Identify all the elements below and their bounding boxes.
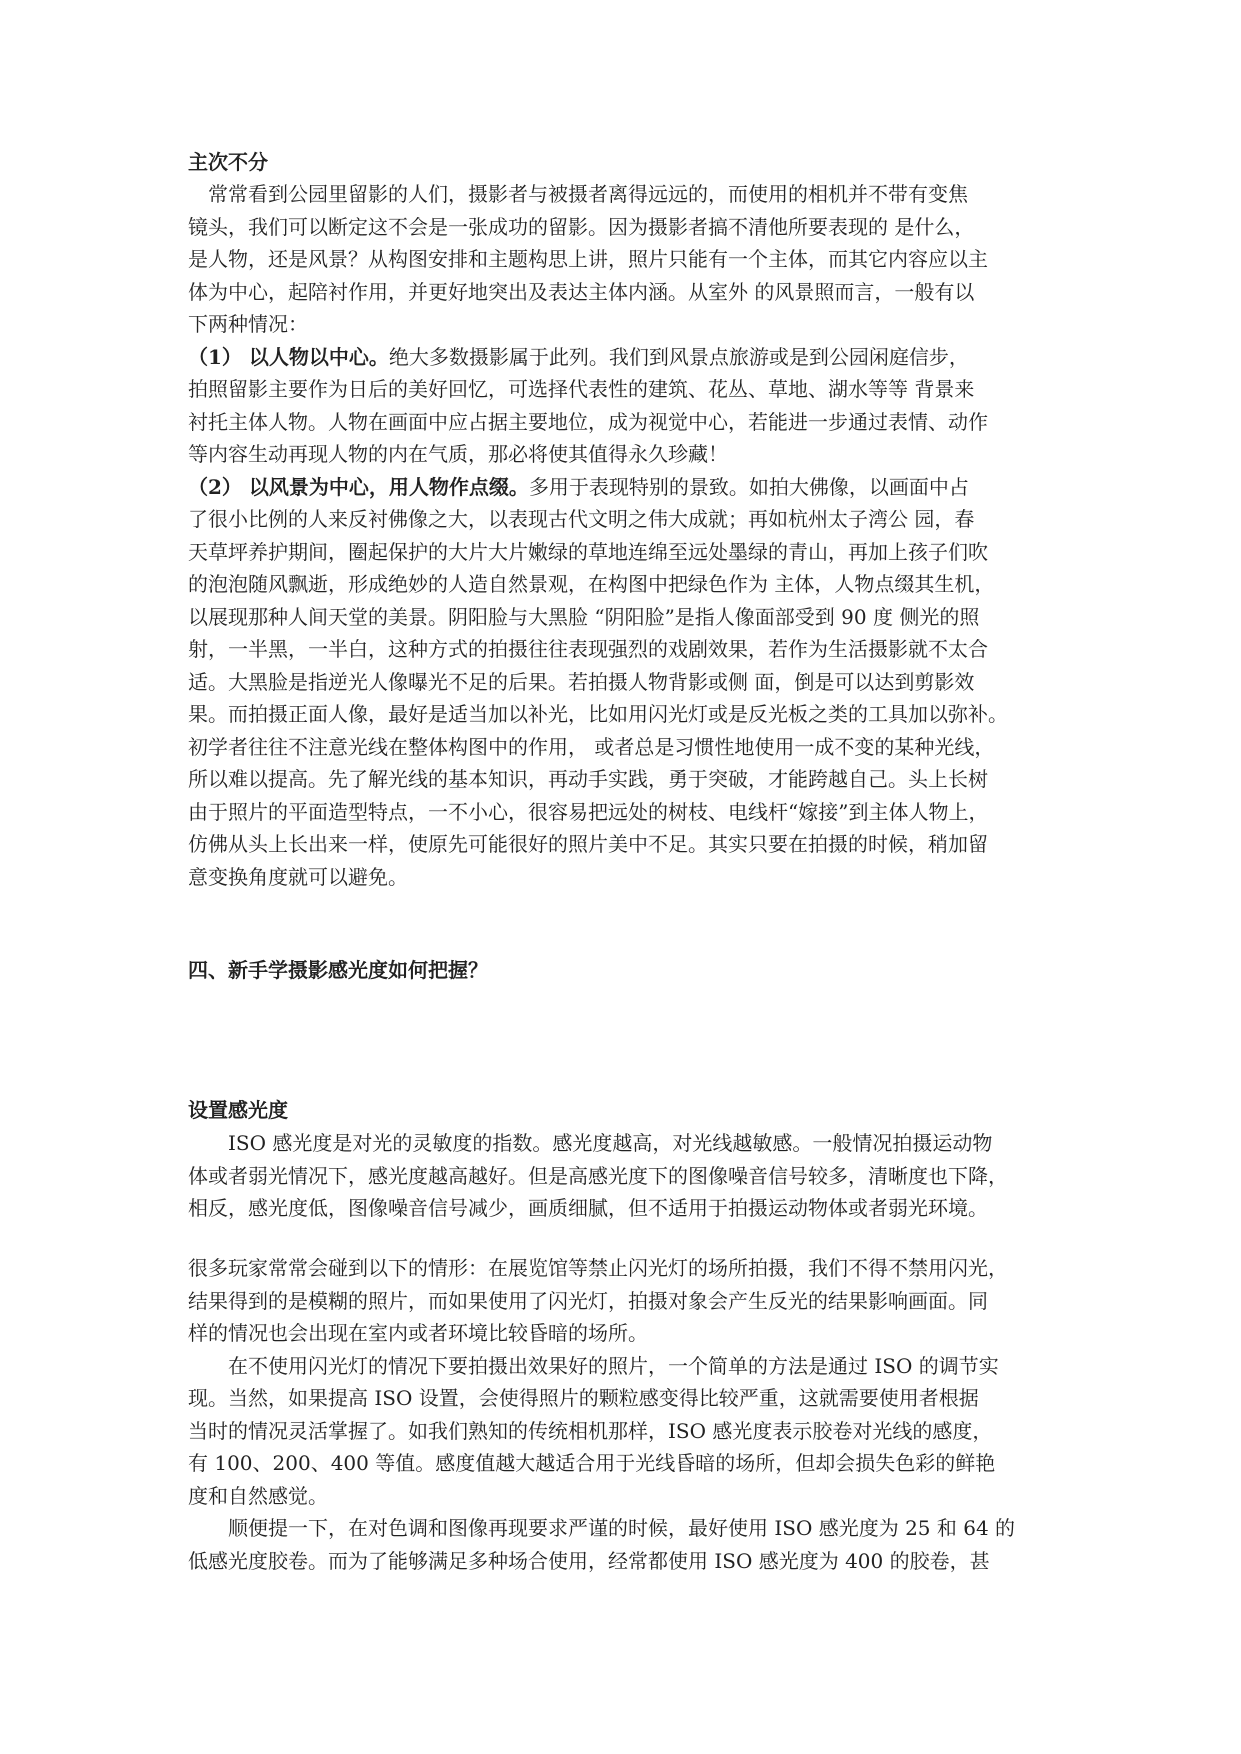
text-line: 顺便提一下，在对色调和图像再现要求严谨的时候，最好使用 ISO 感光度为 25 和 64 的 <box>188 1516 1016 1540</box>
text-line: 是人物，还是风景？从构图安排和主题构思上讲，照片只能有一个主体，而其它内容应以主 <box>188 247 988 271</box>
text-line: 果。而拍摄正面人像，最好是适当加以补光，比如用闪光灯或是反光板之类的工具加以弥补。 <box>188 702 1008 726</box>
section-heading-main-subject <box>188 146 1068 179</box>
text-line: 下两种情况： <box>188 312 308 336</box>
text-line: 由于照片的平面造型特点，一不小心，很容易把远处的树枝、电线杆“嫁接”到主体人物上， <box>188 799 989 824</box>
text-line: 镜头，我们可以断定这不会是一张成功的留影。因为摄影者搞不清他所要表现的 是什么， <box>188 214 975 239</box>
text-line: 很多玩家常常会碰到以下的情形：在展览馆等禁止闪光灯的场所拍摄，我们不得不禁用闪光， <box>188 1256 1008 1280</box>
paragraph-main-subject <box>188 178 1068 893</box>
list-item-2-bold-label: （2） 以风景为中心，用人物作点缀。 <box>188 474 529 499</box>
section-heading-iso-question <box>188 954 1068 987</box>
text-line: 体为中心，起陪衬作用，并更好地突出及表达主体内涵。从室外 的风景照而言，一般有以 <box>188 279 975 304</box>
text-line: 仿佛从头上长出来一样，使原先可能很好的照片美中不足。其实只要在拍摄的时候，稍加留 <box>188 832 988 856</box>
heading-text: 四、新手学摄影感光度如何把握？ <box>188 958 488 982</box>
heading-text: 设置感光度 <box>188 1098 288 1122</box>
text-line: 常常看到公园里留影的人们，摄影者与被摄者离得远远的，而使用的相机并不带有变焦 <box>188 182 968 206</box>
text-line: 天草坪养护期间，圈起保护的大片大片嫩绿的草地连绵至远处墨绿的青山，再加上孩子们吹 <box>188 539 988 564</box>
text-line: 以展现那种人间天堂的美景。阴阳脸与大黑脸 “阴阳脸”是指人像面部受到 90 度 侧光的照 <box>188 604 980 629</box>
text-line: 适。大黑脸是指逆光人像曝光不足的后果。若拍摄人物背影或侧 面，倒是可以达到剪影效 <box>188 669 975 694</box>
text-line: 衬托主体人物。人物在画面中应占据主要地位，成为视觉中心，若能进一步通过表情、动作 <box>188 409 988 434</box>
text-line: 等内容生动再现人物的内在气质，那必将使其值得永久珍藏！ <box>188 442 728 466</box>
section-heading-set-iso <box>188 1094 1068 1127</box>
heading-text: 主次不分 <box>188 150 268 174</box>
text-line: 的泡泡随风飘逝，形成绝妙的人造自然景观，在构图中把绿色作为 主体，人物点缀其生机， <box>188 572 995 596</box>
text-line: 所以难以提高。先了解光线的基本知识，再动手实践，勇于突破，才能跨越自己。头上长树 <box>188 767 988 791</box>
text-line: 有 100、200、400 等值。感度值越大越适合用于光线昏暗的场所，但却会损失色彩的鲜艳 <box>188 1451 996 1475</box>
text-line: 意变换角度就可以避免。 <box>188 864 408 889</box>
text-line: 低感光度胶卷。而为了能够满足多种场合使用，经常都使用 ISO 感光度为 400 的胶卷，甚 <box>188 1548 990 1573</box>
text-line: 在不使用闪光灯的情况下要拍摄出效果好的照片，一个简单的方法是通过 ISO 的调节实 <box>188 1353 999 1378</box>
text-line: 样的情况也会出现在室内或者环境比较昏暗的场所。 <box>188 1321 648 1345</box>
text-line: ISO 感光度是对光的灵敏度的指数。感光度越高，对光线越敏感。一般情况拍摄运动物 <box>188 1131 993 1155</box>
list-item-1-text: 绝大多数摄影属于此列。我们到风景点旅游或是到公园闲庭信步， <box>388 344 969 369</box>
text-line: 现。当然，如果提高 ISO 设置，会使得照片的颗粒感变得比较严重，这就需要使用者根据 <box>188 1386 979 1410</box>
text-line: 射，一半黑，一半白，这种方式的拍摄往往表现强烈的戏剧效果，若作为生活摄影就不太合 <box>188 637 988 661</box>
list-item-2-first-line <box>188 471 1068 504</box>
text-line: 拍照留影主要作为日后的美好回忆，可选择代表性的建筑、花丛、草地、湖水等等 背景来 <box>188 377 975 401</box>
paragraph-flash-situation <box>188 1252 1068 1577</box>
paragraph-iso-definition <box>188 1127 1068 1225</box>
text-line: 结果得到的是模糊的照片，而如果使用了闪光灯，拍摄对象会产生反光的结果影响画面。同 <box>188 1288 988 1313</box>
text-line: 体或者弱光情况下，感光度越高越好。但是高感光度下的图像噪音信号较多，清晰度也下降， <box>188 1163 1008 1188</box>
list-item-2-text: 多用于表现特别的景致。如拍大佛像，以画面中占 <box>528 474 969 499</box>
text-line: 度和自然感觉。 <box>188 1483 328 1508</box>
text-line: 了很小比例的人来反衬佛像之大，以表现古代文明之伟大成就；再如杭州太子湾公 园，春 <box>188 507 975 531</box>
text-line: 相反，感光度低，图像噪音信号减少，画质细腻，但不适用于拍摄运动物体或者弱光环境。 <box>188 1196 988 1220</box>
list-item-1-first-line <box>188 341 1068 374</box>
text-line: 初学者往往不注意光线在整体构图中的作用， 或者总是习惯性地使用一成不变的某种光线， <box>188 734 995 759</box>
text-line: 当时的情况灵活掌握了。如我们熟知的传统相机那样，ISO 感光度表示胶卷对光线的感度， <box>188 1418 993 1443</box>
list-item-1-bold-label: （1） 以人物以中心。 <box>188 344 389 369</box>
